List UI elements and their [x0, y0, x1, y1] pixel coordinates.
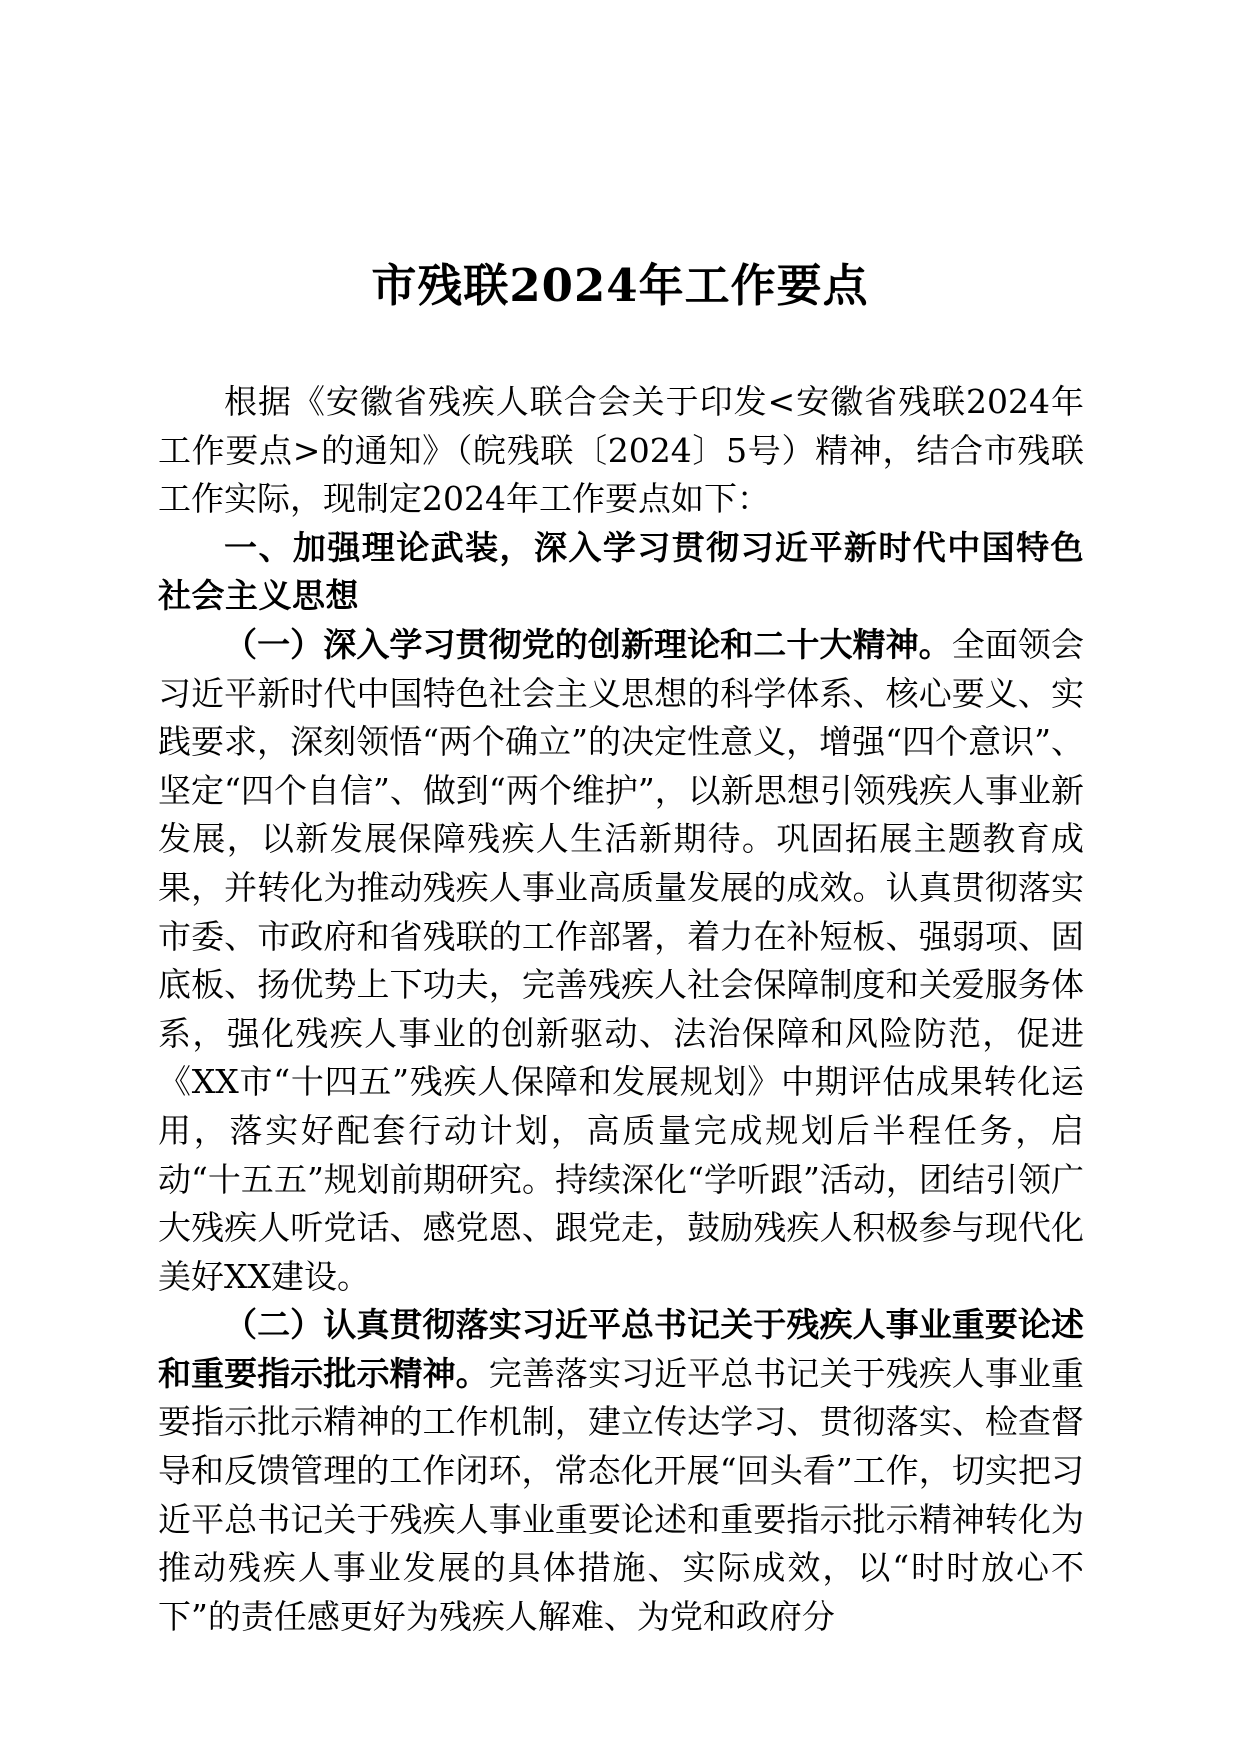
- item-lead-2: （二）认真贯彻落实习近平总书记关于残疾人事业重要论述和重要指示批示精神。: [158, 1305, 1084, 1393]
- item-paragraph-1: [158, 621, 1084, 1301]
- item-text-1: 全面领会习近平新时代中国特色社会主义思想的科学体系、核心要义、实践要求，深刻领悟“两个确立”的决定性意义，增强“四个意识”、坚定“四个自信”、做到“两个维护”，以新思想引领残疾人事业新发展，以新发展保障残疾人生活新期待。巩固拓展主题教育成果，并转化为推动残疾人事业高质量发展的成效。认真贯彻落实市委、市政府和省残联的工作部署，着力在补短板、强弱项、固底板、扬优势上下功夫，完善残疾人社会保障制度和关爱服务体系，强化残疾人事业的创新驱动、法治保障和风险防范，促进《XX市“十四五”残疾人保障和发展规划》中期评估成果转化运用，落实好配套行动计划，高质量完成规划后半程任务，启动“十五五”规划前期研究。持续深化“学听跟”活动，团结引领广大残疾人听党话、感党恩、跟党走，鼓励残疾人积极参与现代化美好XX建设。: [158, 624, 1085, 1296]
- item-paragraph-2: [158, 1301, 1084, 1641]
- document-title: 市残联2024年工作要点: [371, 259, 869, 312]
- document-body: [158, 378, 1084, 1641]
- item-text-2: 完善落实习近平总书记关于残疾人事业重要指示批示精神的工作机制，建立传达学习、贯彻落实、检查督导和反馈管理的工作闭环，常态化开展“回头看”工作，切实把习近平总书记关于残疾人事业重要论述和重要指示批示精神转化为推动残疾人事业发展的具体措施、实际成效，以“时时放心不下”的责任感更好为残疾人解难、为党和政府分: [158, 1353, 1085, 1636]
- item-lead-1: （一）深入学习贯彻党的创新理论和二十大精神。: [224, 624, 952, 664]
- intro-paragraph: 根据《安徽省残疾人联合会关于印发<安徽省残联2024年工作要点>的通知》（皖残联〔2024〕5号）精神，结合市残联工作实际，现制定2024年工作要点如下：: [158, 382, 1084, 519]
- section-heading: 一、加强理论武装，深入学习贯彻习近平新时代中国特色社会主义思想: [158, 527, 1084, 616]
